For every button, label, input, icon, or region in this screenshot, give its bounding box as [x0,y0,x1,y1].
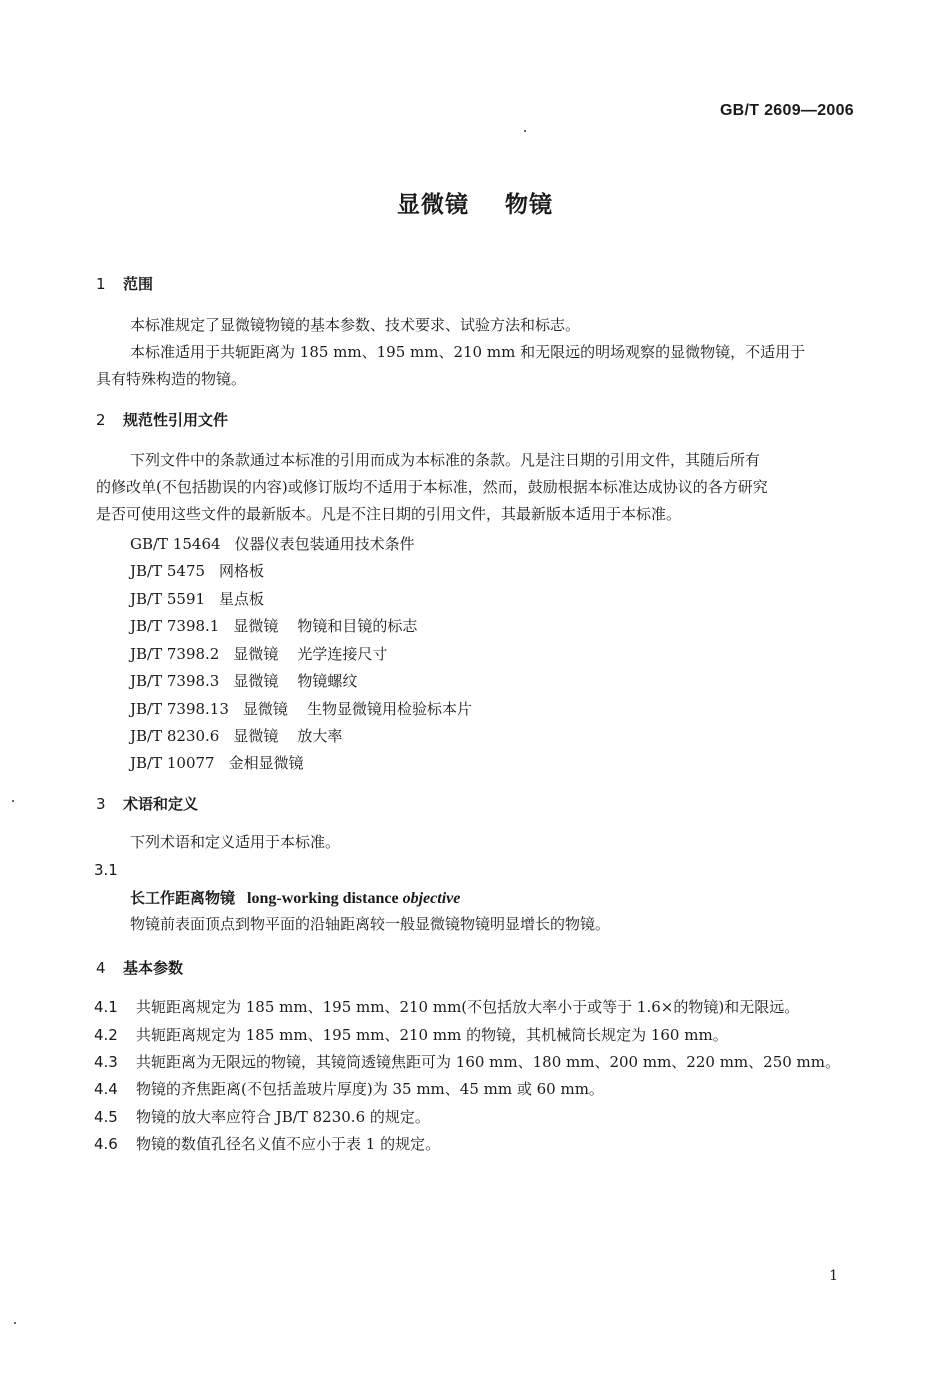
clause-text: 共轭距离规定为 185 mm、195 mm、210 mm 的物镜，其机械筒长规定为 160 mm。 [136,1026,728,1044]
paragraph: 的修改单(不包括勘误的内容)或修订版均不适用于本标准，然而，鼓励根据本标准达成协议的各方研究 [96,478,768,496]
clause-text: 共轭距离规定为 185 mm、195 mm、210 mm(不包括放大率小于或等于 1.6×的物镜)和无限远。 [136,998,800,1016]
reference-item [130,752,304,773]
clause-number: 4.2 [94,1026,118,1044]
clause-item [94,1051,840,1072]
section-3-heading [96,793,198,814]
section-number: 4 [96,959,106,977]
clause-number: 4.5 [94,1108,118,1126]
reference-code: JB/T 7398.13 [130,700,229,718]
paragraph: 是否可使用这些文件的最新版本。凡是不注日期的引用文件，其最新版本适用于本标准。 [96,505,682,523]
paragraph: 具有特殊构造的物镜。 [96,370,247,388]
reference-item [130,725,342,746]
standard-code: GB/T 2609—2006 [719,102,854,119]
subsection-number: 3.1 [94,861,118,879]
section-title: 基本参数 [123,959,184,977]
reference-title: 网格板 [219,562,265,580]
reference-item [130,698,472,719]
reference-title: 显微镜 物镜螺纹 [233,672,358,690]
reference-title: 仪器仪表包装通用技术条件 [234,535,415,553]
section-number: 1 [96,275,106,293]
clause-item [94,996,799,1017]
reference-code: JB/T 7398.2 [130,645,220,663]
reference-title: 显微镜 生物显微镜用检验标本片 [242,700,472,718]
paragraph: 本标准适用于共轭距离为 185 mm、195 mm、210 mm 和无限远的明场观察的显微物镜，不适用于 [130,343,806,361]
reference-code: JB/T 7398.3 [130,672,220,690]
reference-item [130,560,264,581]
scan-speck [14,1322,16,1324]
section-number: 3 [96,795,106,813]
scan-speck [524,130,526,132]
paragraph: 下列文件中的条款通过本标准的引用而成为本标准的条款。凡是注日期的引用文件，其随后所有 [130,451,761,469]
section-title: 术语和定义 [123,795,199,813]
paragraph: 本标准规定了显微镜物镜的基本参数、技术要求、试验方法和标志。 [130,316,581,334]
section-title: 范围 [123,275,154,293]
page-number: 1 [829,1268,838,1284]
term-definition: 物镜前表面顶点到物平面的沿轴距离较一般显微镜物镜明显增长的物镜。 [130,915,611,933]
section-title: 规范性引用文件 [123,411,229,429]
section-number: 2 [96,411,106,429]
clause-number: 4.3 [94,1053,118,1071]
reference-code: GB/T 15464 [130,535,221,553]
clause-text: 共轭距离为无限远的物镜，其镜筒透镜焦距可为 160 mm、180 mm、200 mm、220 mm、250 mm。 [136,1053,840,1071]
clause-item [94,1106,430,1127]
reference-code: JB/T 10077 [130,754,215,772]
reference-title: 金相显微镜 [228,754,304,772]
clause-text: 物镜的齐焦距离(不包括盖玻片厚度)为 35 mm、45 mm 或 60 mm。 [136,1080,604,1098]
clause-number: 4.4 [94,1080,118,1098]
clause-text: 物镜的数值孔径名义值不应小于表 1 的规定。 [136,1135,441,1153]
clause-item [94,1078,604,1099]
scan-speck [12,800,14,802]
section-1-heading [96,273,153,294]
reference-item [130,615,417,636]
reference-code: JB/T 5475 [130,562,206,580]
clause-text: 物镜的放大率应符合 JB/T 8230.6 的规定。 [136,1108,430,1126]
term-english-italic: objective [402,890,461,907]
reference-code: JB/T 7398.1 [130,617,220,635]
section-2-heading [96,409,228,430]
clause-item [94,1133,440,1154]
reference-title: 显微镜 物镜和目镜的标志 [233,617,418,635]
reference-item [130,643,387,664]
term-english-text: long-working distance [247,890,399,907]
reference-item [130,588,264,609]
term-entry [130,887,460,908]
clause-number: 4.1 [94,998,118,1016]
reference-code: JB/T 8230.6 [130,727,220,745]
clause-number: 4.6 [94,1135,118,1153]
reference-title: 星点板 [219,590,265,608]
reference-title: 显微镜 光学连接尺寸 [233,645,388,663]
paragraph: 下列术语和定义适用于本标准。 [130,833,341,851]
term-chinese: 长工作距离物镜 [130,889,236,907]
document-title: 显微镜 物镜 [396,192,554,218]
reference-item [130,533,415,554]
reference-title: 显微镜 放大率 [233,727,343,745]
reference-code: JB/T 5591 [130,590,206,608]
clause-item [94,1024,728,1045]
reference-item [130,670,357,691]
term-english [247,890,460,907]
section-4-heading [96,957,183,978]
